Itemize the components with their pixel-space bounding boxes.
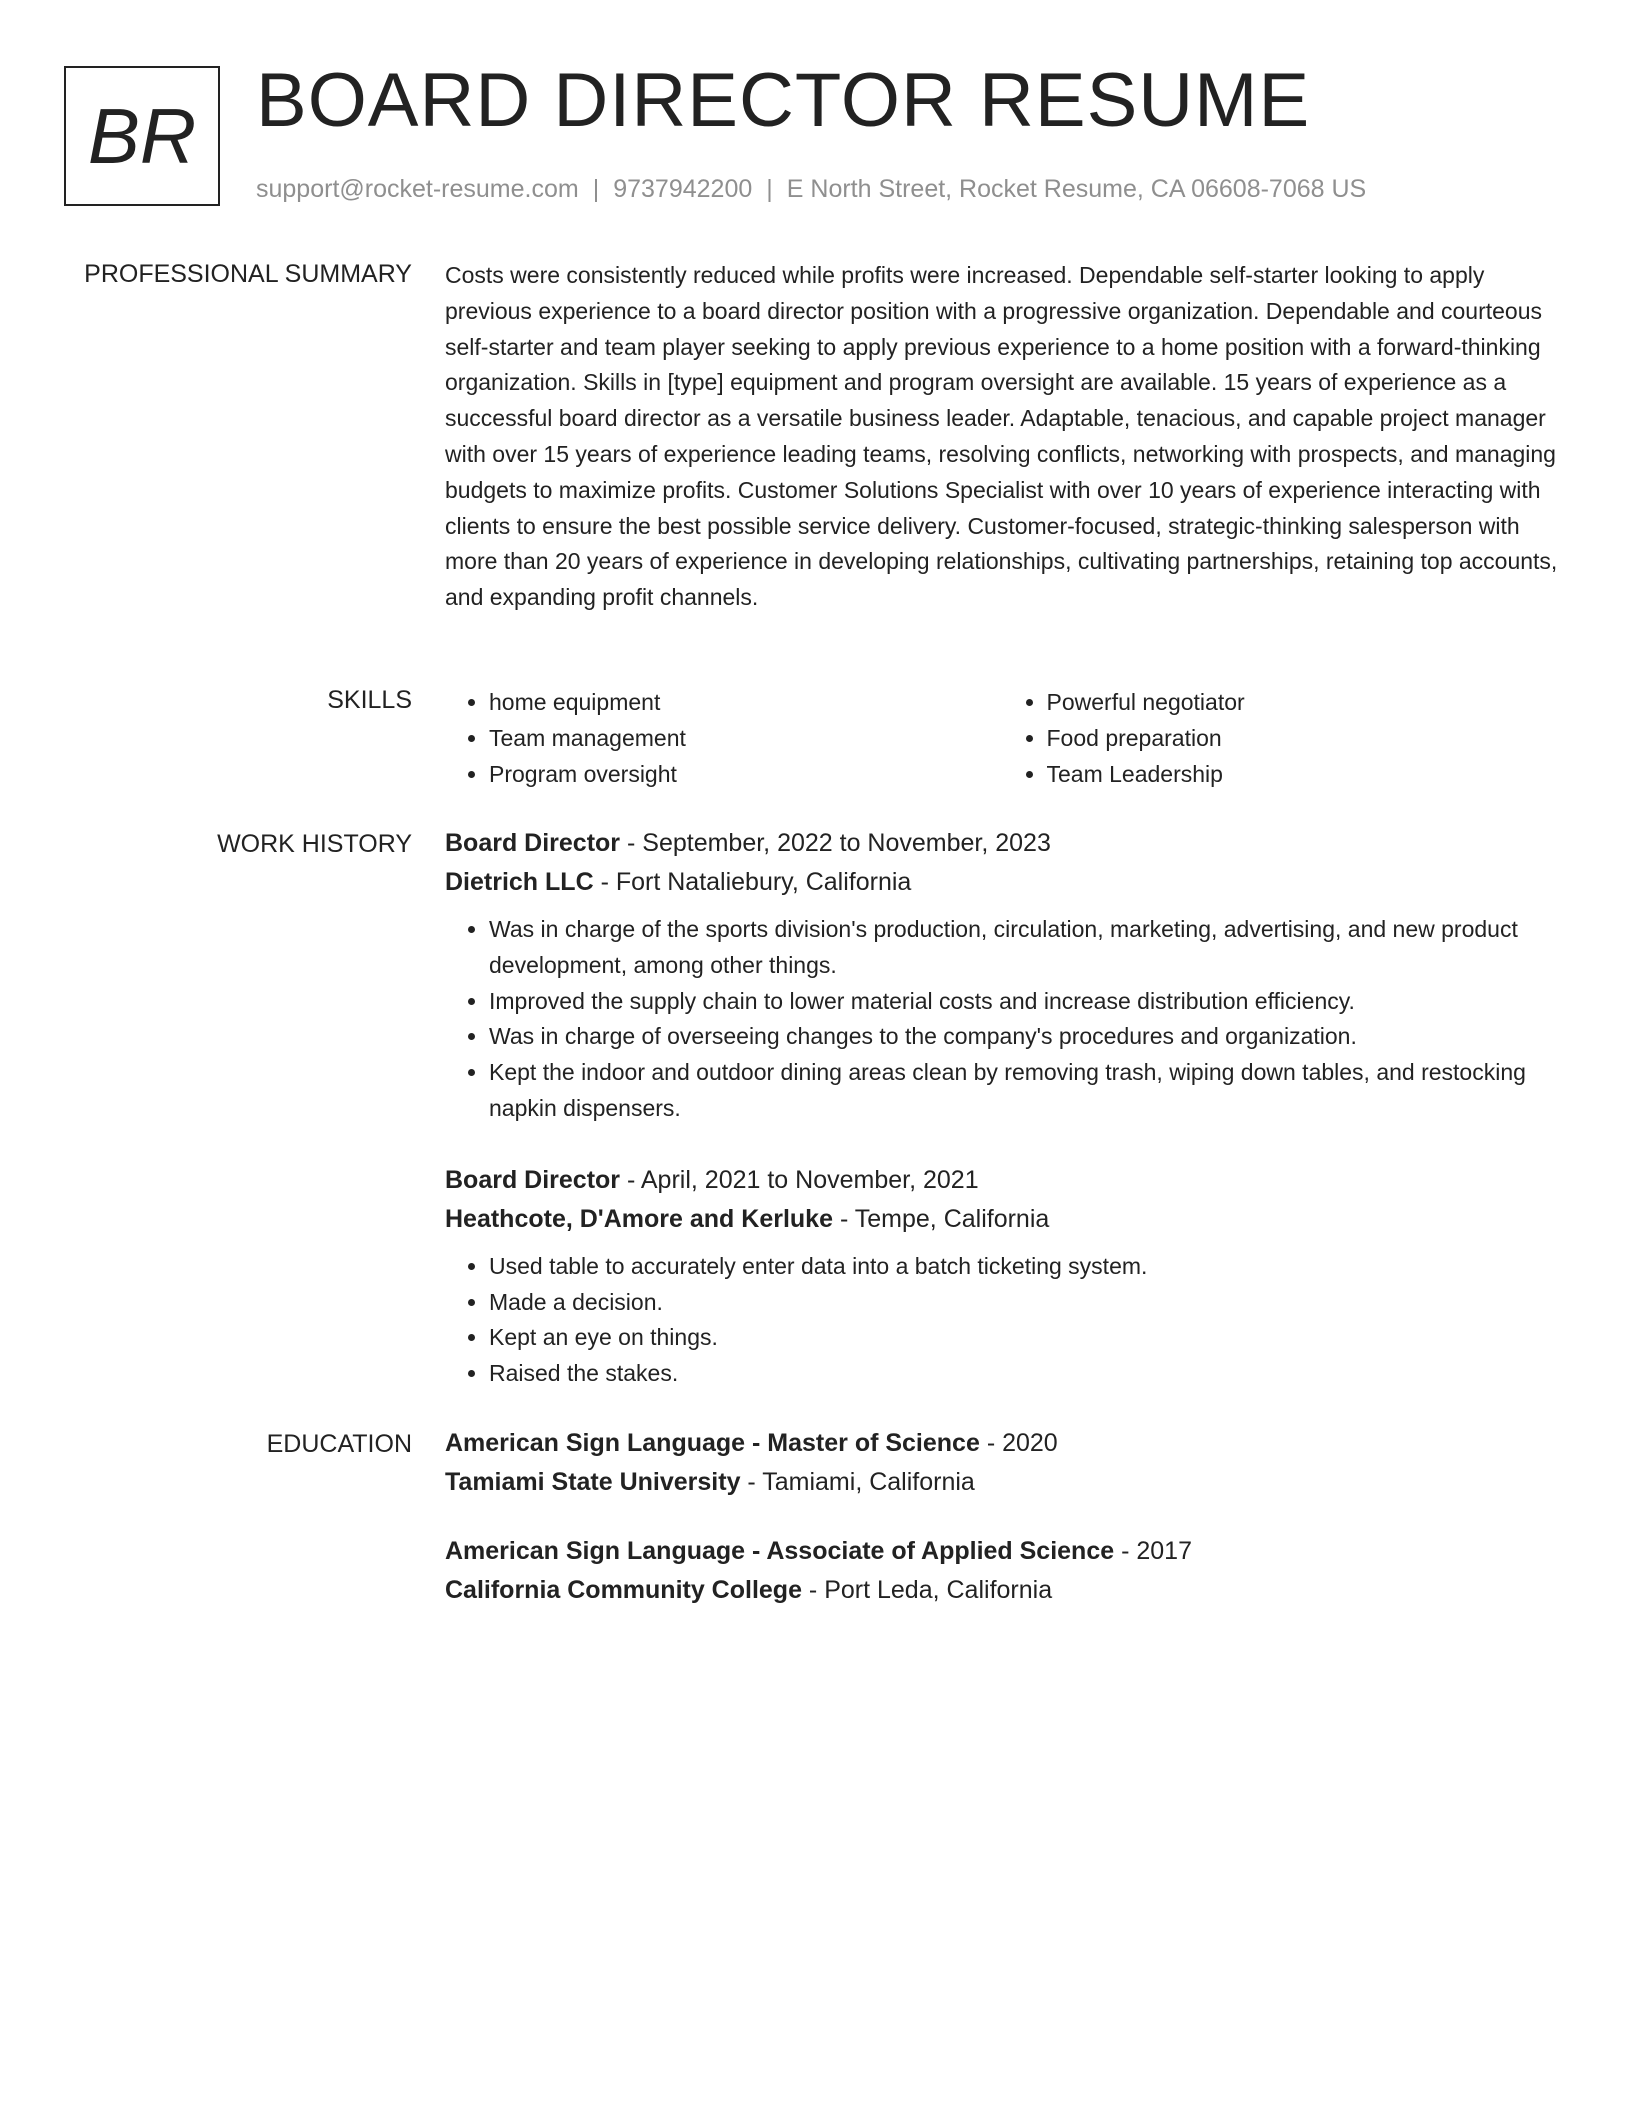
- education-school: California Community College: [445, 1576, 802, 1604]
- job-bullet: • Was in charge of the sports division's production, circulation, marketing, advertising, and new product development, among other things.: [489, 912, 1560, 984]
- job-entry: [445, 1161, 1560, 1392]
- skill-item: • Powerful negotiator: [1047, 684, 1561, 720]
- contact-line: [256, 172, 1366, 206]
- monogram-box: [64, 66, 220, 206]
- contact-separator: |: [592, 175, 600, 203]
- skill-item: • Food preparation: [1047, 720, 1561, 756]
- job-location: - Tempe, California: [833, 1204, 1050, 1233]
- job-bullet: • Kept the indoor and outdoor dining areas clean by removing trash, wiping down tables, and restocking napkin dispensers.: [489, 1055, 1560, 1127]
- resume-title: BOARD DIRECTOR RESUME: [256, 58, 1311, 143]
- education-degree-line: [445, 1532, 1560, 1571]
- work-history-body: [445, 824, 1560, 1392]
- job-dates: - September, 2022 to November, 2023: [620, 829, 1051, 857]
- skills-grid: [445, 684, 1560, 792]
- job-bullets: [445, 912, 1560, 1127]
- education-school-line: [445, 1571, 1560, 1610]
- skills-heading: SKILLS: [327, 686, 412, 714]
- contact-separator: |: [766, 175, 773, 203]
- education-heading: EDUCATION: [266, 1430, 412, 1458]
- skill-item: • home equipment: [489, 684, 1003, 720]
- education-degree: American Sign Language - Associate of Applied Science: [445, 1537, 1115, 1565]
- skill-item: • Team Leadership: [1047, 756, 1561, 792]
- education-school-line: [445, 1463, 1560, 1502]
- job-title: Board Director: [445, 829, 621, 857]
- job-bullet: • Improved the supply chain to lower material costs and increase distribution efficiency.: [489, 984, 1560, 1020]
- education-entry: [445, 1424, 1560, 1502]
- education-location: - Port Leda, California: [801, 1576, 1053, 1604]
- skills-column-left: [445, 684, 1003, 792]
- job-location: - Fort Nataliebury, California: [593, 868, 912, 896]
- contact-address: E North Street, Rocket Resume, CA 06608-7068 US: [786, 175, 1367, 203]
- job-bullet: • Made a decision.: [489, 1285, 1560, 1321]
- job-bullets: [445, 1249, 1560, 1392]
- education-year: - 2020: [979, 1429, 1058, 1457]
- job-entry: [445, 824, 1560, 1127]
- skill-item: • Team management: [489, 720, 1003, 756]
- job-company: Heathcote, D'Amore and Kerluke: [445, 1204, 833, 1233]
- monogram-initials: BR: [87, 91, 197, 180]
- job-title: Board Director: [445, 1165, 621, 1194]
- skills-body: [445, 684, 1560, 792]
- contact-email[interactable]: support@rocket-resume.com: [256, 175, 579, 203]
- contact-phone[interactable]: 9737942200: [613, 175, 753, 203]
- job-company-line: [445, 1200, 1560, 1239]
- job-company: Dietrich LLC: [445, 868, 594, 896]
- education-degree: American Sign Language - Master of Science: [445, 1429, 980, 1457]
- summary-heading: PROFESSIONAL SUMMARY: [84, 260, 412, 288]
- summary-text: Costs were consistently reduced while profits were increased. Dependable self-starter looking to apply previous experience to a board director position with a progressive organization. Dependable and courteous self-starter and team player seeking to apply previous experience to a home position with a forward-thinking organization. Skills in [type] equipment and program oversight are available. 15 years of experience as a successful board director as a versatile business leader. Adaptable, tenacious, and capable project manager with over 15 years of experience leading teams, resolving conflicts, networking with prospects, and managing budgets to maximize profits. Customer Solutions Specialist with over 10 years of experience interacting with clients to ensure the best possible service delivery. Customer-focused, strategic-thinking salesperson with more than 20 years of experience in developing relationships, cultivating partnerships, retaining top accounts, and expanding profit channels.: [445, 262, 1558, 611]
- job-company-line: [445, 863, 1560, 902]
- job-bullet: • Kept an eye on things.: [489, 1320, 1560, 1356]
- education-body: [445, 1424, 1560, 1610]
- education-entry: [445, 1532, 1560, 1610]
- skills-column-right: [1003, 684, 1561, 792]
- job-title-line: [445, 1161, 1560, 1200]
- job-bullet: • Was in charge of overseeing changes to the company's procedures and organization.: [489, 1019, 1560, 1055]
- job-title-line: [445, 824, 1560, 863]
- education-year: - 2017: [1114, 1537, 1192, 1565]
- job-bullet: • Used table to accurately enter data into a batch ticketing system.: [489, 1249, 1560, 1285]
- education-location: - Tamiami, California: [740, 1468, 975, 1496]
- summary-body: [445, 258, 1560, 616]
- education-degree-line: [445, 1424, 1560, 1463]
- education-school: Tamiami State University: [445, 1468, 741, 1496]
- work-history-heading: WORK HISTORY: [217, 830, 412, 858]
- skill-item: • Program oversight: [489, 756, 1003, 792]
- job-dates: - April, 2021 to November, 2021: [620, 1165, 979, 1194]
- job-bullet: • Raised the stakes.: [489, 1356, 1560, 1392]
